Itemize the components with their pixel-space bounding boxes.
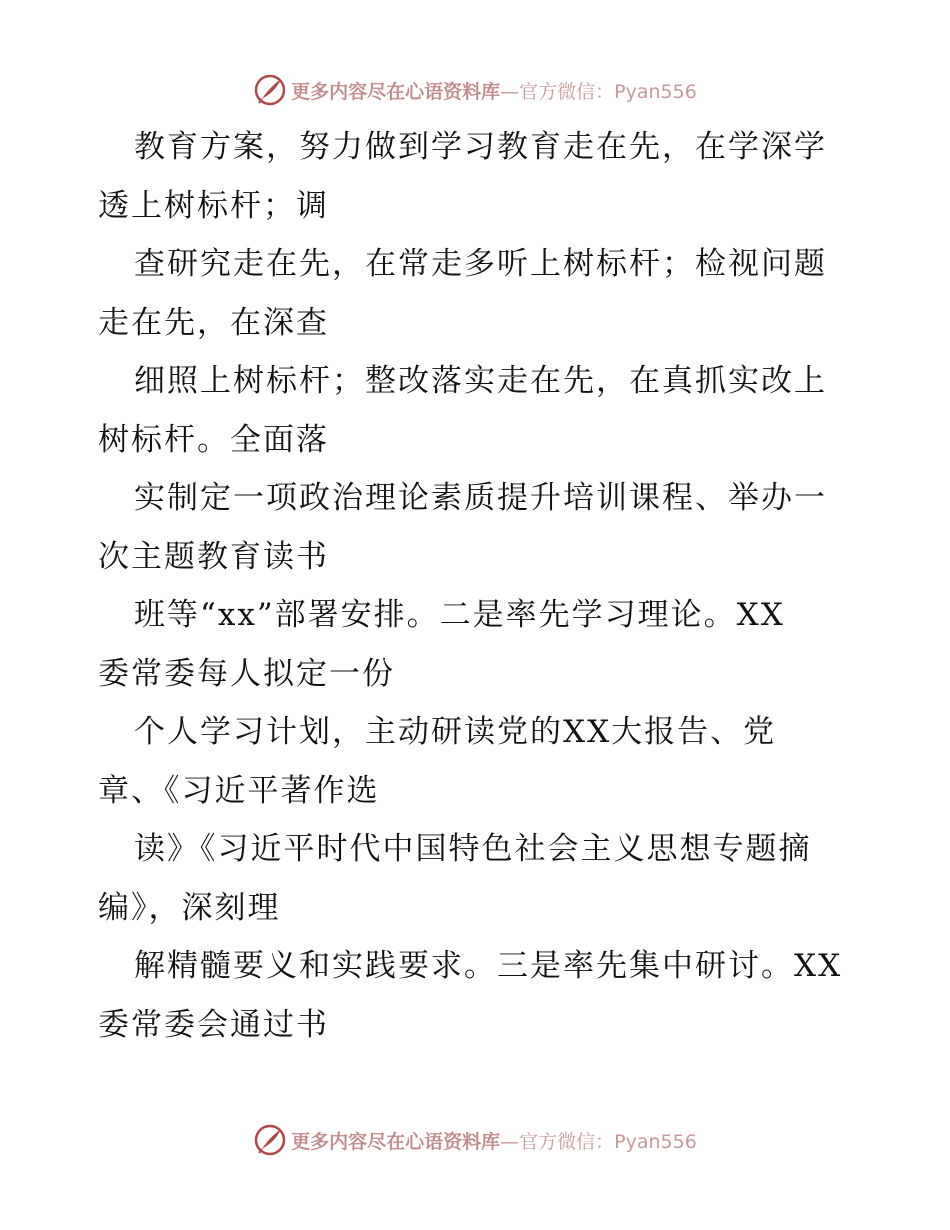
paragraph <box>98 703 878 820</box>
paragraph-line: 树标杆。全面落 <box>98 421 329 458</box>
paragraph <box>98 586 878 703</box>
paragraph-line: 解精髓要义和实践要求。三是率先集中研讨。XX <box>134 948 843 984</box>
footer-banner <box>0 1120 950 1160</box>
paragraph <box>98 937 878 1054</box>
paragraph-line: 读》《习近平时代中国特色社会主义思想专题摘 <box>134 831 812 867</box>
banner-main-text: 更多内容尽在心语资料库 <box>291 80 501 103</box>
paragraph-line: 班等“xx”部署安排。二是率先学习理论。XX <box>134 597 785 633</box>
paragraph-line: 次主题教育读书 <box>98 538 329 575</box>
paragraph-line: 教育方案，努力做到学习教育走在先，在学深学 <box>134 129 827 165</box>
paragraph-line: 查研究走在先，在常走多听上树标杆；检视问题 <box>134 246 827 282</box>
banner-text <box>291 1127 697 1154</box>
paragraph-line: 编》，深刻理 <box>98 889 281 926</box>
paragraph-line: 委常委每人拟定一份 <box>98 655 395 692</box>
banner-text <box>291 77 697 104</box>
paragraph <box>98 118 878 235</box>
paragraph <box>98 469 878 586</box>
paragraph-line: 实制定一项政治理论素质提升培训课程、举办一 <box>134 480 827 516</box>
banner-wechat-text: —官方微信：Pyan556 <box>500 1130 697 1153</box>
banner-main-text: 更多内容尽在心语资料库 <box>291 1130 501 1153</box>
paragraph-line: 委常委会通过书 <box>98 1006 329 1043</box>
header-banner <box>0 70 950 110</box>
paragraph <box>98 352 878 469</box>
paragraph-line: 个人学习计划，主动研读党的XX大报告、党 <box>134 714 777 750</box>
paragraph <box>98 235 878 352</box>
quill-pen-logo-icon <box>253 73 287 107</box>
banner-wechat-text: —官方微信：Pyan556 <box>500 80 697 103</box>
paragraph-line: 透上树标杆；调 <box>98 187 329 224</box>
quill-pen-logo-icon <box>253 1123 287 1157</box>
paragraph-line: 走在先，在深查 <box>98 304 329 341</box>
document-body <box>98 118 878 1054</box>
paragraph <box>98 820 878 937</box>
paragraph-line: 细照上树标杆；整改落实走在先，在真抓实改上 <box>134 363 827 399</box>
paragraph-line: 章、《习近平著作选 <box>98 772 380 809</box>
